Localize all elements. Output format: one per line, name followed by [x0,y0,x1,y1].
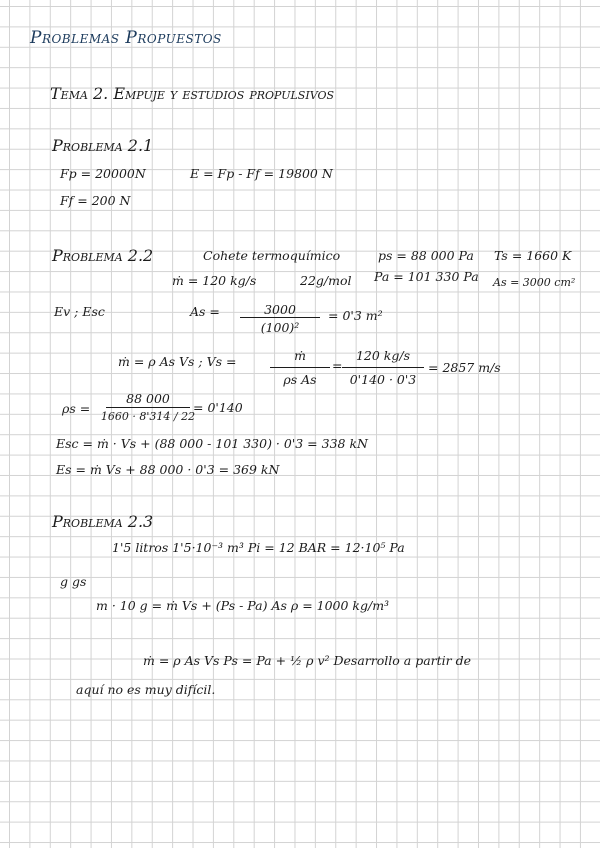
topic-heading: Tema 2. Empuje y estudios propulsivos [50,84,334,103]
g-gs-label: g gs [60,574,87,589]
cohete-label: Cohete termoquímico [203,248,341,263]
vs-fraction-bar-2 [342,367,424,368]
mdot-equation: ṁ = ρ As Vs ; Vs = [118,354,237,369]
problem-2-3-heading: Problema 2.3 [52,512,154,531]
volume-pressure-line: 1'5 litros 1'5·10⁻³ m³ Pi = 12 BAR = 12·10⁵ Pa [112,540,405,555]
pa-value: Pa = 101 330 Pa [374,269,479,284]
fp-line: Fp = 20000N [60,166,146,181]
as-result: = 0'3 m² [328,308,383,323]
rho-lhs: ρs = [62,401,91,416]
as-fraction-bar [240,317,320,318]
ts-value: Ts = 1660 K [494,248,572,263]
as-lhs: As = [190,304,220,319]
vs-numerator-2: 120 kg/s [355,348,411,363]
es-equation: Es = ṁ Vs + 88 000 · 0'3 = 369 kN [56,462,280,477]
problem-2-1-heading: Problema 2.1 [52,136,154,155]
vs-result: = 2857 m/s [428,360,501,375]
vs-equals: = [332,358,343,373]
ff-line: Ff = 200 N [60,193,131,208]
as-area-value: As = 3000 cm² [493,276,576,289]
ps-value: ps = 88 000 Pa [378,248,474,263]
problem-2-2-heading: Problema 2.2 [52,246,154,265]
vs-denominator-1: ρs As [283,372,317,387]
rho-denominator: 1660 · 8'314 / 22 [100,410,196,423]
rho-fraction-bar [106,407,190,408]
mdot-value: ṁ = 120 kg/s [172,273,257,288]
e-line: E = Fp - Ff = 19800 N [190,166,333,181]
as-numerator: 3000 [264,302,296,317]
mol-value: 22g/mol [300,273,352,288]
bernoulli-line: ṁ = ρ As Vs Ps = Pa + ½ ρ v² Desarrollo a partir de [143,653,471,668]
as-denominator: (100)² [260,320,300,335]
force-equation: m · 10 g = ṁ Vs + (Ps - Pa) As ρ = 1000 kg/m³ [96,598,390,613]
esc-equation: Esc = ṁ · Vs + (88 000 - 101 330) · 0'3 = 338 kN [56,436,368,451]
vs-fraction-bar-1 [270,367,330,368]
closing-line: aquí no es muy difícil. [76,682,216,697]
rho-numerator: 88 000 [126,391,170,406]
rho-result: = 0'140 [193,400,243,415]
ev-esc-label: Ev ; Esc [54,304,105,319]
page-title: Problemas Propuestos [30,28,222,48]
vs-denominator-2: 0'140 · 0'3 [349,372,417,387]
vs-numerator-1: ṁ [294,348,306,363]
